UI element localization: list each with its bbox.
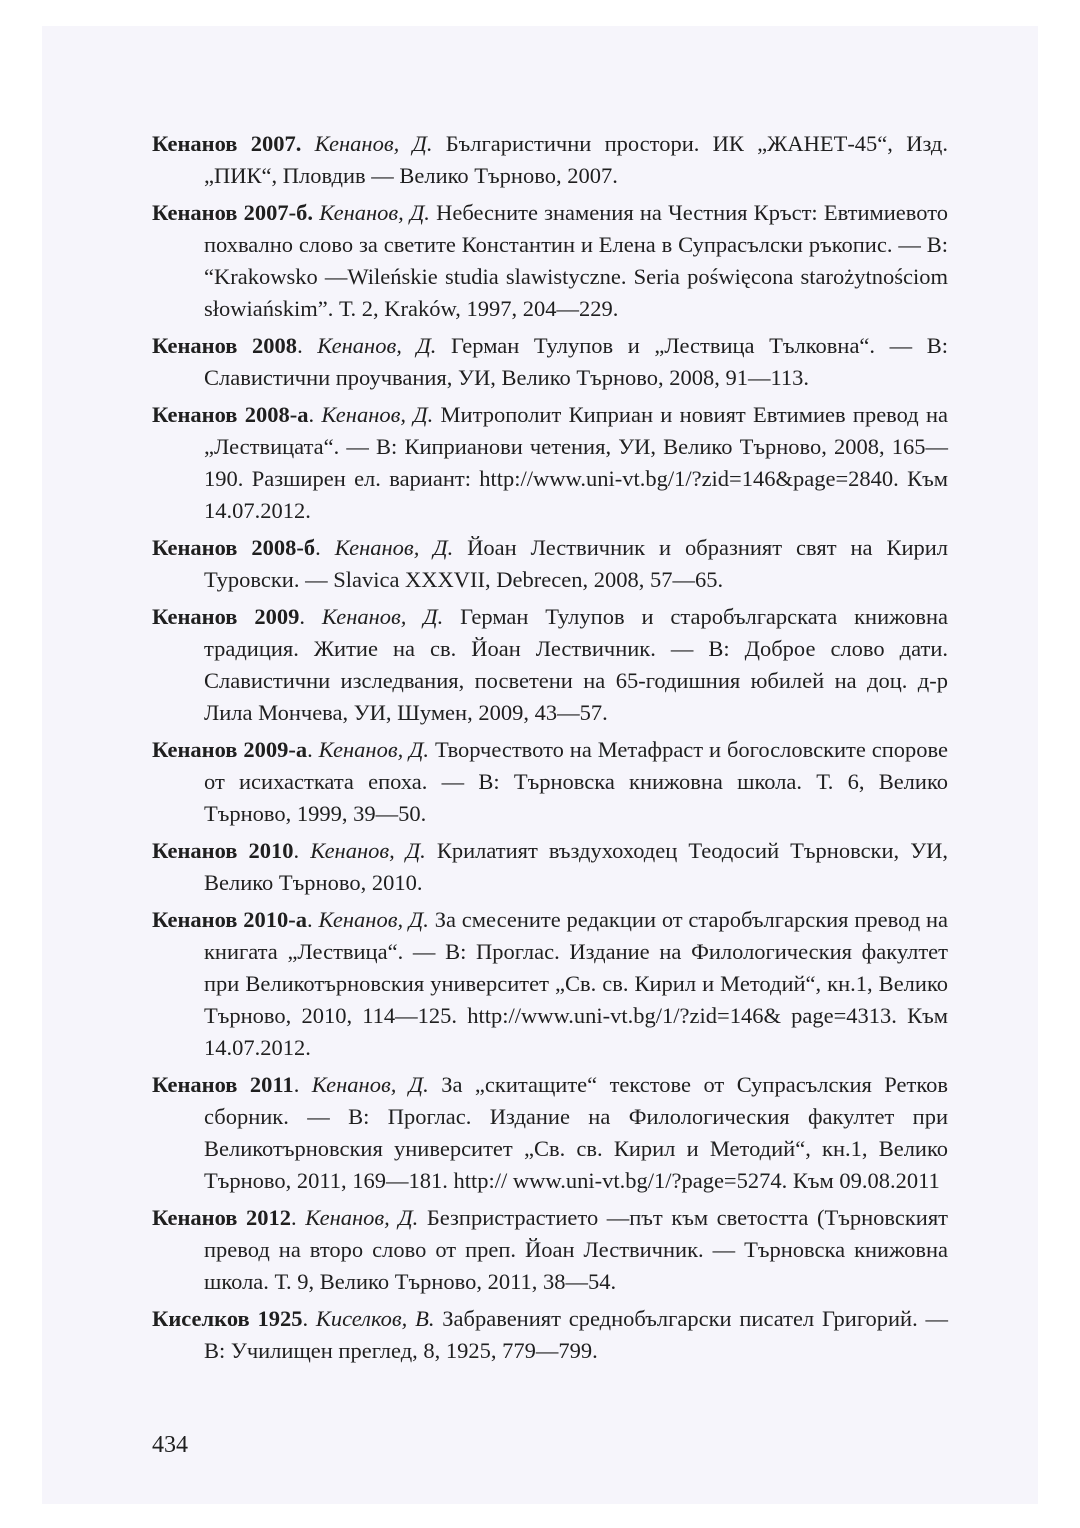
bibliography-entry: Кенанов 2010-а. Кенанов, Д. За смесените редакции от старобългарския превод на книгата „Лествица“. — В: Проглас. Издание на Филологическия факултет при Великотърновския университет „Св. св. Кирил и Методий“, кн.1, Велико Търново, 2010, 114—125. http://www.uni-vt.bg/1/?zid=146& page=4313. Към 14.07.2012.	[152, 907, 949, 1060]
entry-author: Кенанов, Д.	[319, 200, 430, 225]
bibliography-entry	[152, 197, 948, 325]
entry-text: Небесните знамения на Честния Кръст: Евтимиевото похвално слово за светите Константин и Елена в Супрасълски ръкопис. — В: “Krakowsko —Wileńskie studia slawistyczne. Seria poświęcona starożytnościom słowiańskim”. Т. 2, Kraków, 1997, 204—229.	[204, 200, 948, 321]
entry-text: Герман Тулупов и „Лествица Тълковна“. — В: Славистични проучвания, УИ, Велико Търново, 2008, 91—113.	[204, 333, 948, 390]
entry-author: Кенанов, Д.	[334, 535, 454, 560]
bibliography-list	[152, 128, 948, 1372]
entry-key: Кенанов 2007.	[152, 131, 302, 156]
entry-author: Кенанов, Д.	[314, 131, 433, 156]
entry-text: За „скитащите“ текстове от Супрасълския Ретков сборник. — В: Проглас. Издание на Филологическия факултет при Великотърновския университет „Св. св. Кирил и Методий“, кн.1, Велико Търново, 2011, 169—181. http:// www.uni-vt.bg/1/?page=5274. Към 09.08.2011	[204, 1072, 948, 1193]
entry-text: Творчеството на Метафраст и богословските спорове от исихастката епоха. — В: Търновска книжовна школа. Т. 6, Велико Търново, 1999, 39—50.	[204, 737, 949, 826]
bibliography-entry: Кенанов 2011. Кенанов, Д. За „скитащите“ текстове от Супрасълския Ретков сборник. — В: Проглас. Издание на Филологическия факултет при Великотърновския университет „Св. св. Кирил и Методий“, кн.1, Велико Търново, 2011, 169—181. http:// www.uni-vt.bg/1/?page=5274. Към 09.08.2011	[152, 1072, 948, 1193]
entry-text: Йоан Лествичник и образният свят на Кирил Туровски. — Slavica XXXVII, Debrecen, 2008, 57—65.	[204, 535, 949, 592]
entry-author: Кенанов, Д.	[317, 333, 437, 358]
entry-text: Крилатият въздухоходец Теодосий Търновски, УИ, Велико Търново, 2010.	[204, 838, 949, 895]
entry-key: Кенанов 2008-б	[152, 535, 316, 560]
entry-key: Кенанов 2010	[152, 838, 294, 863]
entry-author: Киселков, В.	[315, 1306, 435, 1331]
entry-author: Кенанов, Д.	[321, 604, 444, 629]
page-number: 434	[152, 1432, 188, 1458]
entry-text: Герман Тулупов и старобългарската книжовна традиция. Житие на св. Йоан Лествичник. — В: Доброе слово дати. Славистични изследвания, посветени на 65-годишния юбилей на доц. д-р Лила Мончева, УИ, Шумен, 2009, 43—57.	[204, 604, 949, 725]
bibliography-entry: Кенанов 2008. Кенанов, Д. Герман Тулупов и „Лествица Тълковна“. — В: Славистични проучвания, УИ, Велико Търново, 2008, 91—113.	[152, 333, 948, 390]
entry-author: Кенанов, Д.	[305, 1205, 419, 1230]
entry-author: Кенанов, Д.	[318, 907, 429, 932]
entry-author: Кенанов, Д.	[311, 1072, 429, 1097]
entry-key: Кенанов 2008-а	[152, 402, 309, 427]
entry-text: За смесените редакции от старобългарския превод на книгата „Лествица“. — В: Проглас. Издание на Филологическия факултет при Великотърновския университет „Св. св. Кирил и Методий“, кн.1, Велико Търново, 2010, 114—125. http://www.uni-vt.bg/1/?zid=146& page=4313. Към 14.07.2012.	[204, 907, 949, 1060]
bibliography-entry: Кенанов 2009. Кенанов, Д. Герман Тулупов и старобългарската книжовна традиция. Житие на св. Йоан Лествичник. — В: Доброе слово дати. Славистични изследвания, посветени на 65-годишния юбилей на доц. д-р Лила Мончева, УИ, Шумен, 2009, 43—57.	[152, 604, 949, 725]
entry-key: Кенанов 2010-а	[152, 907, 308, 932]
entry-key: Кенанов 2012	[152, 1205, 292, 1230]
entry-text: Забравеният среднобългарски писател Григорий. — В: Училищен преглед, 8, 1925, 779—799.	[204, 1306, 948, 1363]
entry-author: Кенанов, Д.	[318, 737, 430, 762]
entry-text: Българистични простори. ИК „ЖАНЕТ-45“, Изд. „ПИК“, Пловдив — Велико Търново, 2007.	[204, 131, 948, 188]
bibliography-entry	[152, 128, 948, 192]
entry-key: Кенанов 2009	[152, 604, 300, 629]
bibliography-entry: Кенанов 2010. Кенанов, Д. Крилатият въздухоходец Теодосий Търновски, УИ, Велико Търново, 2010.	[152, 838, 949, 895]
entry-text: Митрополит Киприан и новият Евтимиев превод на „Лествицата“. — В: Киприанови четения, УИ, Велико Търново, 2008, 165—190. Разширен ел. вариант: http://www.uni-vt.bg/1/?zid=146&page=2840. Към 14.07.2012.	[204, 402, 949, 523]
entry-author: Кенанов, Д.	[310, 838, 426, 863]
entry-key: Кенанов 2011	[152, 1072, 294, 1097]
entry-key: Кенанов 2009-а	[152, 737, 308, 762]
bibliography-entry: Кенанов 2008-б. Кенанов, Д. Йоан Лествичник и образният свят на Кирил Туровски. — Slavica XXXVII, Debrecen, 2008, 57—65.	[152, 535, 949, 592]
bibliography-entry: Киселков 1925. Киселков, В. Забравеният среднобългарски писател Григорий. — В: Училищен преглед, 8, 1925, 779—799.	[152, 1306, 948, 1363]
entry-key: Киселков 1925	[152, 1306, 303, 1331]
bibliography-entry: Кенанов 2009-а. Кенанов, Д. Творчеството на Метафраст и богословските спорове от исихастката епоха. — В: Търновска книжовна школа. Т. 6, Велико Търново, 1999, 39—50.	[152, 737, 949, 826]
entry-key: Кенанов 2007-б.	[152, 200, 314, 225]
entry-key: Кенанов 2008	[152, 333, 298, 358]
entry-text: Безпристрастието —път към светостта (Търновският превод на второ слово от преп. Йоан Лествичник. — Търновска книжовна школа. Т. 9, Велико Търново, 2011, 38—54.	[204, 1205, 949, 1294]
bibliography-entry: Кенанов 2012. Кенанов, Д. Безпристрастието —път към светостта (Търновският превод на второ слово от преп. Йоан Лествичник. — Търновска книжовна школа. Т. 9, Велико Търново, 2011, 38—54.	[152, 1205, 949, 1294]
entry-author: Кенанов, Д.	[321, 402, 434, 427]
bibliography-entry: Кенанов 2008-а. Кенанов, Д. Митрополит Киприан и новият Евтимиев превод на „Лествицата“. — В: Киприанови четения, УИ, Велико Търново, 2008, 165—190. Разширен ел. вариант: http://www.uni-vt.bg/1/?zid=146&page=2840. Към 14.07.2012.	[152, 402, 949, 523]
